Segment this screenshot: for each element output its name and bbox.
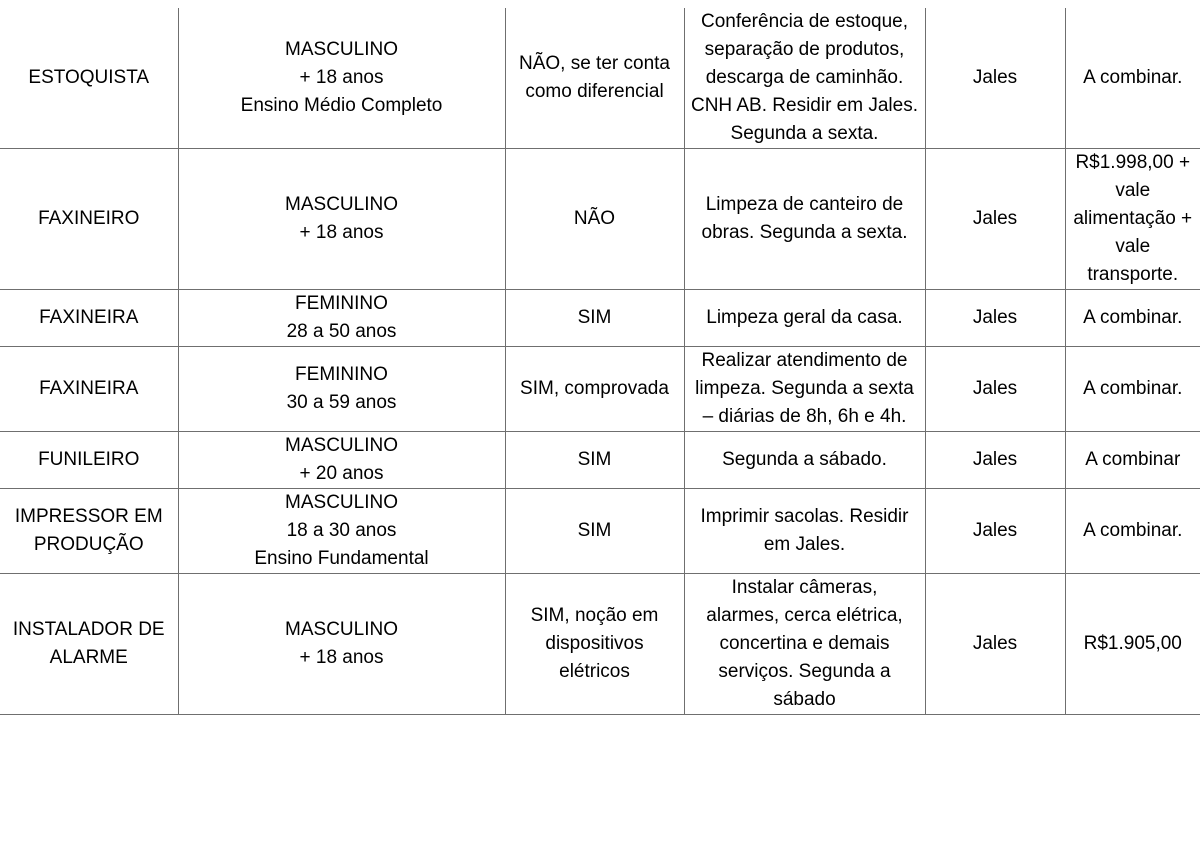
salary-cell: A combinar. xyxy=(1065,489,1200,574)
profile-cell: MASCULINO 18 a 30 anos Ensino Fundamental xyxy=(178,489,505,574)
profile-cell: FEMININO 30 a 59 anos xyxy=(178,347,505,432)
table-row xyxy=(0,432,1200,489)
table-row xyxy=(0,290,1200,347)
profile-cell: FEMININO 28 a 50 anos xyxy=(178,290,505,347)
experience-cell: SIM xyxy=(505,290,684,347)
table-row xyxy=(0,149,1200,290)
city-cell: Jales xyxy=(925,149,1065,290)
duties-cell: Imprimir sacolas. Residir em Jales. xyxy=(684,489,925,574)
city-cell: Jales xyxy=(925,290,1065,347)
salary-cell: A combinar xyxy=(1065,432,1200,489)
job-listings-table xyxy=(0,8,1200,715)
table-row xyxy=(0,347,1200,432)
duties-cell: Segunda a sábado. xyxy=(684,432,925,489)
duties-cell: Limpeza de canteiro de obras. Segunda a sexta. xyxy=(684,149,925,290)
job-title-cell: ESTOQUISTA xyxy=(0,8,178,149)
job-title-cell: IMPRESSOR EM PRODUÇÃO xyxy=(0,489,178,574)
city-cell: Jales xyxy=(925,489,1065,574)
profile-cell: MASCULINO + 20 anos xyxy=(178,432,505,489)
duties-cell: Instalar câmeras, alarmes, cerca elétrica, concertina e demais serviços. Segunda a sábado xyxy=(684,574,925,715)
job-listings-page xyxy=(0,8,1200,715)
profile-cell: MASCULINO + 18 anos xyxy=(178,149,505,290)
city-cell: Jales xyxy=(925,574,1065,715)
duties-cell: Conferência de estoque, separação de produtos, descarga de caminhão. CNH AB. Residir em Jales. Segunda a sexta. xyxy=(684,8,925,149)
job-title-cell: FUNILEIRO xyxy=(0,432,178,489)
table-row xyxy=(0,489,1200,574)
city-cell: Jales xyxy=(925,432,1065,489)
salary-cell: A combinar. xyxy=(1065,347,1200,432)
experience-cell: SIM xyxy=(505,432,684,489)
experience-cell: NÃO xyxy=(505,149,684,290)
job-title-cell: FAXINEIRA xyxy=(0,347,178,432)
salary-cell: A combinar. xyxy=(1065,290,1200,347)
experience-cell: SIM xyxy=(505,489,684,574)
experience-cell: SIM, noção em dispositivos elétricos xyxy=(505,574,684,715)
salary-cell: A combinar. xyxy=(1065,8,1200,149)
salary-cell: R$1.905,00 xyxy=(1065,574,1200,715)
city-cell: Jales xyxy=(925,8,1065,149)
experience-cell: NÃO, se ter conta como diferencial xyxy=(505,8,684,149)
job-title-cell: FAXINEIRA xyxy=(0,290,178,347)
city-cell: Jales xyxy=(925,347,1065,432)
duties-cell: Limpeza geral da casa. xyxy=(684,290,925,347)
job-title-cell: INSTALADOR DE ALARME xyxy=(0,574,178,715)
table-row xyxy=(0,574,1200,715)
profile-cell: MASCULINO + 18 anos xyxy=(178,574,505,715)
experience-cell: SIM, comprovada xyxy=(505,347,684,432)
duties-cell: Realizar atendimento de limpeza. Segunda a sexta – diárias de 8h, 6h e 4h. xyxy=(684,347,925,432)
salary-cell: R$1.998,00 + vale alimentação + vale transporte. xyxy=(1065,149,1200,290)
table-row xyxy=(0,8,1200,149)
profile-cell: MASCULINO + 18 anos Ensino Médio Completo xyxy=(178,8,505,149)
job-title-cell: FAXINEIRO xyxy=(0,149,178,290)
